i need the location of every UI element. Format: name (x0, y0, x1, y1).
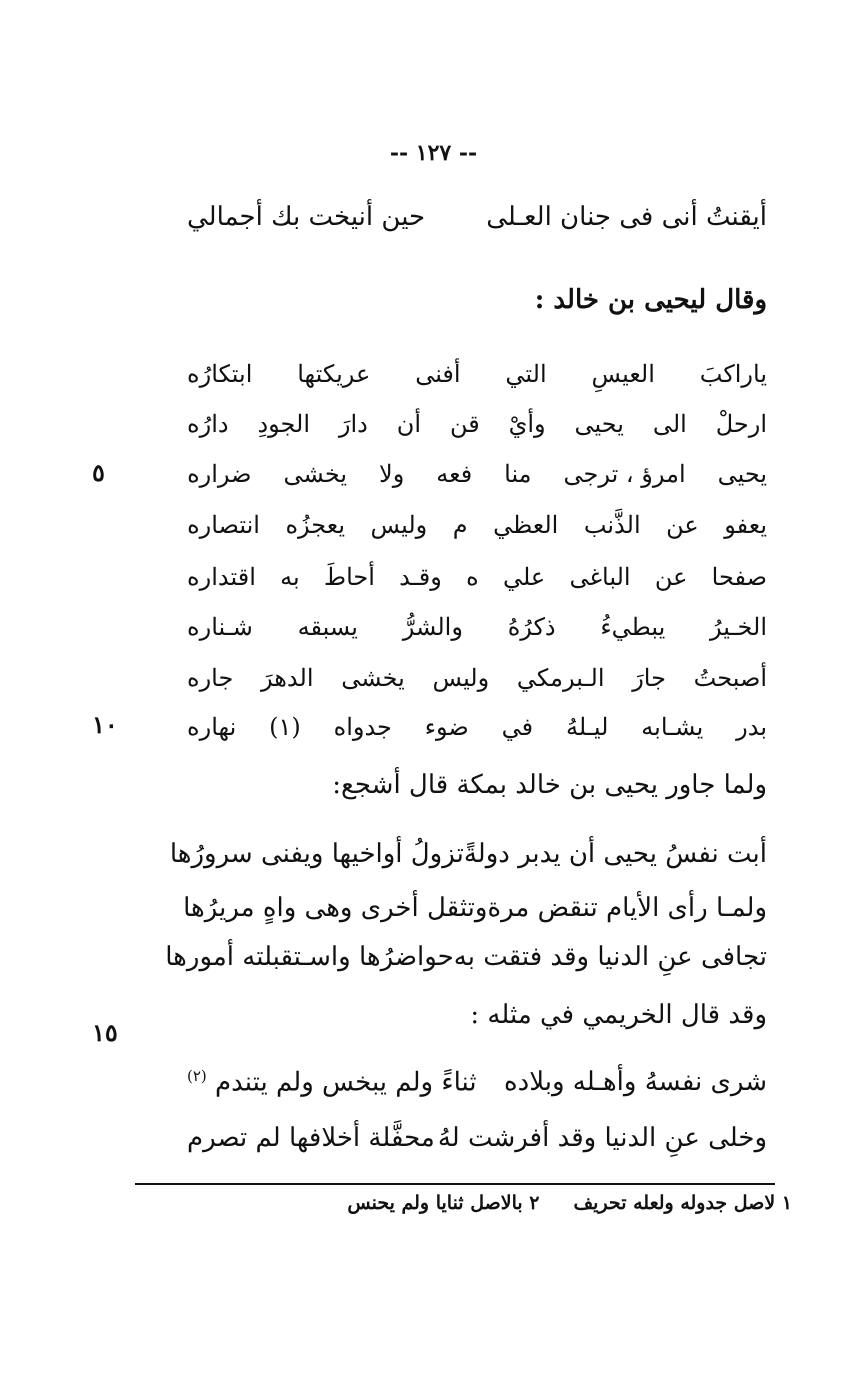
hemistich: وخلى عنِ الدنيا وقد أفرشت لهُ (437, 1123, 767, 1153)
verse-word: بدر (736, 713, 767, 741)
verse-word: ه (466, 563, 479, 591)
verse-word: منا (504, 460, 532, 488)
page-number: -- ١٢٧ -- (389, 140, 478, 166)
verse-word: الجودِ (257, 410, 311, 438)
verse-word: الى (652, 410, 687, 438)
verse-word: والشرُّ (402, 613, 463, 641)
verse-word: جارَ (632, 664, 666, 692)
poem-yahya-line-3 (187, 452, 767, 496)
verse-word: يخشى (341, 664, 405, 692)
verse-word: يحيى (574, 410, 624, 438)
verse-word: يسبقه (297, 613, 358, 641)
poem-khuraymi-line-1 (187, 1060, 767, 1104)
verse-word: يشـابه (641, 713, 704, 741)
footnote-1: ١ لاصل جدوله ولعله تحريف (573, 1192, 792, 1214)
verse-word: الـبرمكي (516, 664, 605, 692)
verse-word: اقتداره (187, 563, 256, 591)
footnote-2: ٢ بالاصل ثنايا ولم يحنس (347, 1192, 540, 1214)
verse-word: عن (654, 563, 688, 591)
verse-word: ولا (379, 460, 405, 488)
verse-word: ياراكبَ (699, 360, 767, 388)
verse-word: يبطيءُ (600, 613, 666, 641)
verse-word: يحيى (717, 460, 767, 488)
verse-word: انتصاره (187, 511, 260, 539)
verse-word: ذكرُهُ (507, 613, 556, 641)
hemistich-text: ثناءً ولم يبخس ولم يتندم (215, 1067, 477, 1098)
poem-yahya-line-4 (187, 503, 767, 547)
verse-word: م (452, 511, 468, 539)
opening-verse-first: أيقنتُ أنى فى جنان العـلى (486, 202, 767, 232)
verse-word: به (280, 563, 300, 591)
verse-word: شـناره (187, 613, 253, 641)
verse-word: (١) (269, 713, 301, 741)
verse-word: وقـد (399, 563, 442, 591)
verse-word: الذَّنب (583, 511, 641, 539)
hemistich: أبت نفسُ يحيى أن يدبر دولةً (463, 839, 767, 869)
poem-ashja-line-1 (169, 832, 767, 876)
verse-word: ضراره (187, 460, 252, 488)
hemistich: محفَّلة أخلافها لم تصرم (187, 1123, 435, 1153)
verse-word: ارحلْ (715, 410, 767, 438)
opening-verse (187, 195, 767, 239)
margin-number-10: ١٠ (92, 710, 118, 739)
poem-yahya-line-2 (187, 402, 767, 446)
verse-word: أن (396, 410, 422, 438)
verse-word: في (501, 713, 534, 741)
verse-word: يعفو (724, 511, 767, 539)
verse-word: وليس (432, 664, 490, 692)
hemistich: تزولُ أواخيها ويفنى سرورُها (169, 839, 464, 869)
poem-khuraymi-line-2 (187, 1116, 767, 1160)
hemistich: حواضرُها واسـتقبلته أمورها (165, 942, 454, 972)
verse-word: وأيْ (508, 410, 546, 438)
poem-ashja-line-2 (183, 886, 767, 930)
heading-khuraymi: وقد قال الخريمي في مثله : (470, 1000, 767, 1030)
verse-word: امرؤ ، ترجى (563, 460, 686, 488)
verse-word: وليس (370, 511, 428, 539)
margin-number-15: ١٥ (92, 1018, 118, 1047)
footnotes (313, 1192, 792, 1214)
verse-word: قن (449, 410, 480, 438)
hemistich: ولمـا رأى الأيام تنقض مرة (487, 893, 767, 923)
poem-ashja-line-3 (165, 935, 767, 979)
opening-verse-second: حين أنيخت بك أجمالي (187, 202, 426, 232)
verse-word: عريكتها (297, 360, 371, 388)
verse-word: العيسِ (591, 360, 655, 388)
verse-word: العظي (493, 511, 559, 539)
poem-yahya-line-8 (187, 705, 767, 749)
verse-word: أصبحتُ (693, 664, 767, 692)
hemistich: وتثقل أخرى وهى واهٍ مريرُها (183, 893, 488, 923)
hemistich (187, 1067, 477, 1098)
heading-yahya: وقال ليحيى بن خالد : (534, 285, 767, 315)
verse-word: الباغى (569, 563, 631, 591)
poem-yahya-line-1 (187, 352, 767, 396)
hemistich: تجافى عنِ الدنيا وقد فتقت به (453, 942, 767, 972)
verse-word: فعه (436, 460, 473, 488)
verse-word: يخشى (283, 460, 348, 488)
poem-yahya-line-5 (187, 555, 767, 599)
verse-word: صفحا (711, 563, 767, 591)
verse-word: دارُه (187, 410, 229, 438)
verse-word: التي (505, 360, 547, 388)
verse-word: ليـلهُ (566, 713, 609, 741)
verse-word: ضوء (424, 713, 469, 741)
footnote-rule (135, 1183, 775, 1185)
verse-word: الدهرَ (261, 664, 314, 692)
poem-yahya-line-6 (187, 605, 767, 649)
verse-word: عن (666, 511, 699, 539)
poem-yahya-line-7 (187, 656, 767, 700)
verse-word: يعجزُه (285, 511, 346, 539)
margin-number-5: ٥ (92, 458, 105, 487)
footnote-mark: (٢) (187, 1066, 207, 1085)
verse-word: علي (502, 563, 546, 591)
verse-word: ابتكارُه (187, 360, 253, 388)
verse-word: جدواه (333, 713, 392, 741)
verse-word: دارَ (338, 410, 368, 438)
verse-word: نهاره (187, 713, 237, 741)
verse-word: أفنى (415, 360, 461, 388)
heading-ashja: ولما جاور يحيى بن خالد بمكة قال أشجع: (332, 770, 767, 800)
hemistich: شرى نفسهُ وأهـله وبلاده (504, 1067, 767, 1097)
verse-word: الخـيرُ (710, 613, 767, 641)
verse-word: أحاطَ (323, 563, 375, 591)
verse-word: جاره (187, 664, 234, 692)
